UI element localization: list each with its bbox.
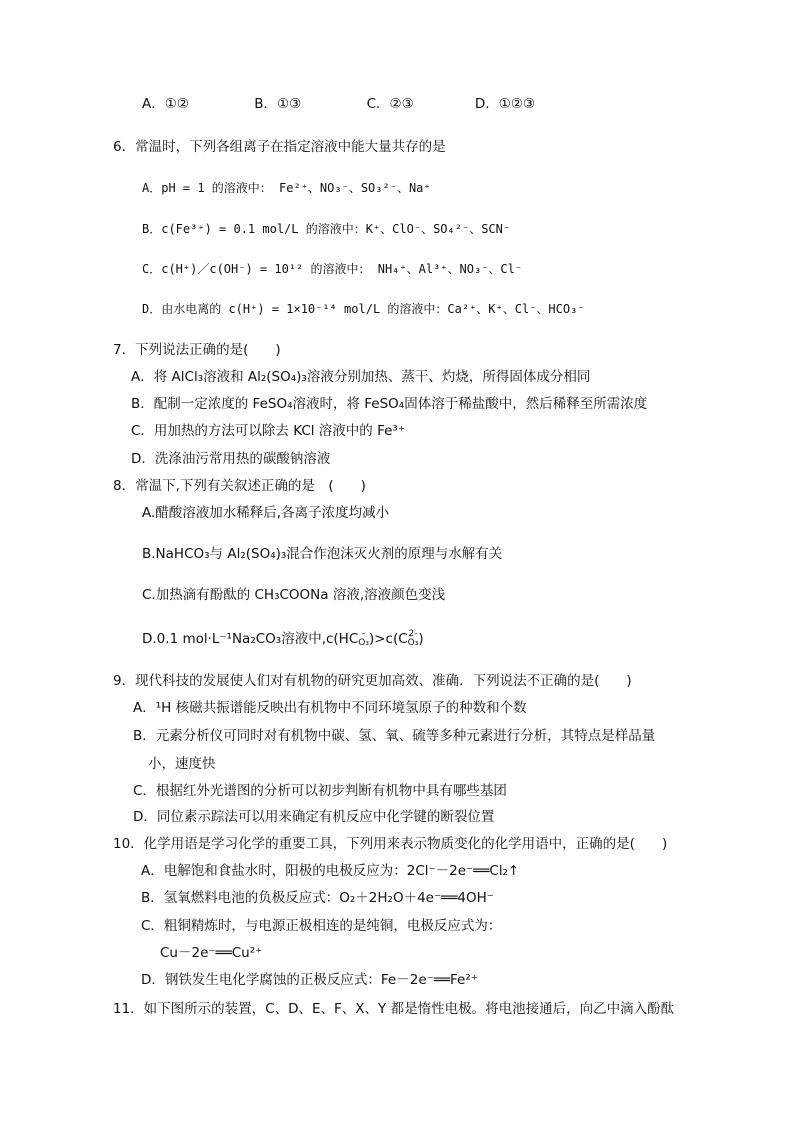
q8-frac1-bottom: O₃ xyxy=(358,638,369,648)
q8-option-b: B.NaHCO₃与 Al₂(SO₄)₃混合作泡沫灭火剂的原理与水解有关 xyxy=(142,546,503,562)
q10-option-a: A．电解饱和食盐水时，阳极的电极反应为：2Cl⁻－2e⁻══Cl₂↑ xyxy=(141,863,520,879)
q8-option-d-prefix: D.0.1 mol·L⁻¹Na₂CO₃溶液中,c(HC xyxy=(142,631,359,647)
q6-option-d: D．由水电离的 c(H⁺) = 1×10⁻¹⁴ mol/L 的溶液中：Ca²⁺、K⁺、Cl⁻、HCO₃⁻ xyxy=(142,302,585,316)
q8-option-d xyxy=(142,630,424,648)
q8-frac2-bottom: O₃ xyxy=(407,638,419,648)
q8-frac1-top: - xyxy=(361,629,366,639)
q8-option-c: C.加热滴有酚酞的 CH₃COONa 溶液,溶液颜色变浅 xyxy=(142,587,446,603)
q8-frac2-top: 2- xyxy=(408,629,418,639)
q10-option-c-line1: C．粗铜精炼时，与电源正极相连的是纯铜，电极反应式为： xyxy=(141,918,502,934)
q5-option-a: A．①② xyxy=(142,96,189,112)
q7-option-d: D．洗涤油污常用热的碳酸钠溶液 xyxy=(131,451,331,467)
q10-option-c-line2: Cu－2e⁻══Cu²⁺ xyxy=(160,945,263,961)
q6-stem: 6．常温时，下列各组离子在指定溶液中能大量共存的是 xyxy=(113,139,446,155)
q6-option-a: A．pH = 1 的溶液中： Fe²⁺、NO₃⁻、SO₃²⁻、Na⁺ xyxy=(142,181,431,195)
q10-option-b: B．氢氧燃料电池的负极反应式：O₂＋2H₂O＋4e⁻══4OH⁻ xyxy=(141,890,494,906)
q7-option-a: A．将 AlCl₃溶液和 Al₂(SO₄)₃溶液分别加热、蒸干、灼烧，所得固体成分相同 xyxy=(131,369,591,385)
q10-stem: 10．化学用语是学习化学的重要工具，下列用来表示物质变化的化学用语中，正确的是( ) xyxy=(113,836,668,852)
q5-option-d: D．①②③ xyxy=(474,96,536,112)
q5-options xyxy=(142,95,535,113)
q5-option-b: B．①③ xyxy=(254,96,302,112)
q9-option-b-line2: 小，速度快 xyxy=(148,756,216,772)
q9-option-d: D．同位素示踪法可以用来确定有机反应中化学键的断裂位置 xyxy=(133,809,495,825)
q9-option-c: C．根据红外光谱图的分析可以初步判断有机物中具有哪些基团 xyxy=(133,783,507,799)
q8-bicarbonate-fraction xyxy=(358,630,369,648)
q7-stem: 7．下列说法正确的是( ) xyxy=(113,342,281,358)
q9-option-a: A．¹H 核磁共振谱能反映出有机物中不同环境氢原子的种数和个数 xyxy=(133,700,527,716)
q7-option-c: C．用加热的方法可以除去 KCl 溶液中的 Fe³⁺ xyxy=(131,423,405,439)
q6-option-b: B．c(Fe³⁺) = 0.1 mol/L 的溶液中：K⁺、ClO⁻、SO₄²⁻、SCN⁻ xyxy=(142,222,511,236)
q8-option-d-end: ) xyxy=(418,631,424,647)
q9-option-b-line1: B．元素分析仪可同时对有机物中碳、氢、氧、硫等多种元素进行分析，其特点是样品量 xyxy=(133,728,656,744)
q6-option-c: C．c(H⁺)／c(OH⁻) = 10¹² 的溶液中： NH₄⁺、Al³⁺、NO₃⁻、Cl⁻ xyxy=(142,262,523,276)
q8-stem: 8．常温下,下列有关叙述正确的是 ( ) xyxy=(113,478,366,494)
q8-option-a: A.醋酸溶液加水稀释后,各离子浓度均减小 xyxy=(142,505,390,521)
q11-stem: 11．如下图所示的装置，C、D、E、F、X、Y 都是惰性电极。将电池接通后，向乙中滴入酚酞 xyxy=(113,1001,675,1017)
q8-carbonate-fraction xyxy=(408,630,419,648)
q8-option-d-mid: )>c(C xyxy=(368,631,408,647)
q10-option-d: D．钢铁发生电化学腐蚀的正极反应式：Fe－2e⁻══Fe²⁺ xyxy=(141,972,478,988)
q7-option-b: B．配制一定浓度的 FeSO₄溶液时，将 FeSO₄固体溶于稀盐酸中，然后稀释至所需浓度 xyxy=(131,396,648,412)
q9-stem: 9．现代科技的发展使人们对有机物的研究更加高效、准确．下列说法不正确的是( ) xyxy=(113,673,632,689)
q5-option-c: C．②③ xyxy=(366,96,414,112)
